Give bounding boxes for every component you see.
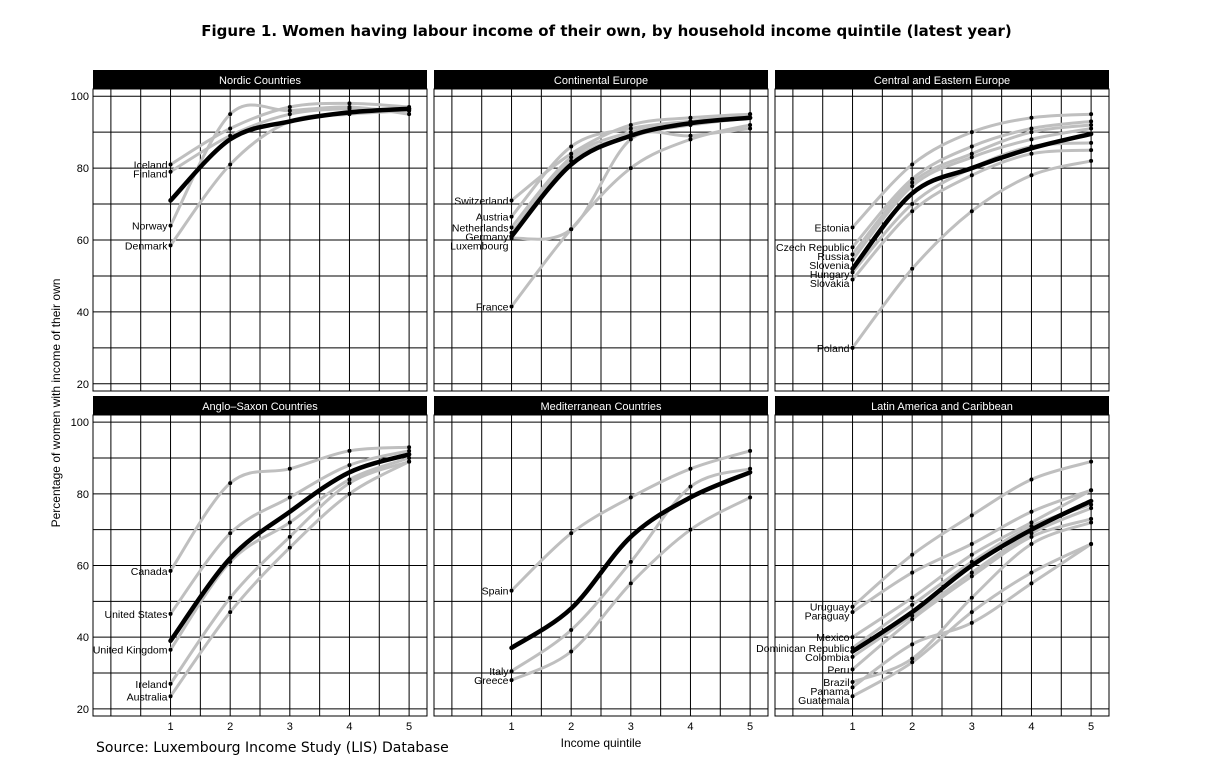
- data-point: [169, 612, 173, 616]
- country-label-finland: Finland: [133, 168, 168, 181]
- country-label-poland: Poland: [816, 342, 850, 355]
- data-point: [688, 467, 692, 471]
- country-label-denmark: Denmark: [124, 240, 168, 253]
- data-point: [851, 610, 855, 614]
- y-tick-label: 20: [76, 703, 89, 716]
- country-label-brazil: Brazil: [823, 676, 850, 689]
- panel-title: Anglo–Saxon Countries: [202, 401, 318, 413]
- data-point: [407, 460, 411, 464]
- x-tick-label: 4: [687, 721, 694, 733]
- data-point: [228, 163, 232, 167]
- data-point: [569, 628, 573, 632]
- data-point: [169, 682, 173, 686]
- data-point: [1089, 119, 1093, 123]
- x-tick-label: 4: [1028, 721, 1035, 733]
- country-label-czech-republic: Czech Republic: [775, 242, 850, 255]
- x-tick-label: 3: [968, 721, 975, 733]
- y-tick-label: 20: [76, 378, 89, 391]
- data-point: [1089, 517, 1093, 521]
- panel-continental-europe: [434, 70, 768, 391]
- data-point: [288, 105, 292, 109]
- x-tick-label: 5: [406, 721, 413, 733]
- data-point: [970, 610, 974, 614]
- data-point: [970, 621, 974, 625]
- data-point: [688, 485, 692, 489]
- data-point: [288, 535, 292, 539]
- x-tick-label: 5: [747, 721, 754, 733]
- data-point: [970, 513, 974, 517]
- country-label-estonia: Estonia: [814, 222, 850, 235]
- country-label-austria: Austria: [475, 211, 509, 224]
- x-axis-title: Income quintile: [560, 736, 642, 750]
- data-point: [970, 542, 974, 546]
- data-point: [1029, 127, 1033, 131]
- data-point: [569, 531, 573, 535]
- data-point: [970, 596, 974, 600]
- panel-title: Nordic Countries: [219, 75, 301, 87]
- panel-title: Continental Europe: [553, 75, 649, 87]
- data-point: [851, 694, 855, 698]
- data-point: [748, 449, 752, 453]
- x-tick-label: 3: [286, 721, 293, 733]
- country-label-united-states: United States: [104, 608, 168, 621]
- data-point: [288, 546, 292, 550]
- y-tick-label: 80: [76, 163, 89, 176]
- x-tick-label: 2: [568, 721, 575, 733]
- data-point: [510, 215, 514, 219]
- data-point: [347, 481, 351, 485]
- country-label-greece: Greece: [474, 675, 509, 688]
- data-point: [510, 225, 514, 229]
- data-point: [910, 209, 914, 213]
- data-point: [629, 166, 633, 170]
- x-tick-label: 2: [909, 721, 916, 733]
- data-point: [510, 669, 514, 673]
- data-point: [407, 445, 411, 449]
- data-point: [169, 243, 173, 247]
- country-label-france: France: [475, 301, 509, 314]
- data-point: [970, 152, 974, 156]
- data-point: [910, 603, 914, 607]
- data-point: [851, 346, 855, 350]
- data-point: [629, 123, 633, 127]
- data-point: [1089, 460, 1093, 464]
- data-point: [1089, 521, 1093, 525]
- data-point: [1089, 488, 1093, 492]
- data-point: [910, 642, 914, 646]
- country-label-uruguay: Uruguay: [809, 601, 850, 614]
- data-point: [1029, 521, 1033, 525]
- panel-nordic-countries: [71, 70, 427, 391]
- data-point: [1089, 112, 1093, 116]
- data-point: [748, 123, 752, 127]
- data-point: [851, 635, 855, 639]
- data-point: [347, 105, 351, 109]
- data-point: [688, 116, 692, 120]
- country-label-peru: Peru: [827, 664, 850, 677]
- x-tick-label: 1: [167, 721, 174, 733]
- data-point: [629, 581, 633, 585]
- data-point: [970, 571, 974, 575]
- data-point: [228, 112, 232, 116]
- data-point: [1089, 159, 1093, 163]
- data-point: [1029, 116, 1033, 120]
- country-label-norway: Norway: [131, 220, 168, 233]
- data-point: [851, 252, 855, 256]
- data-point: [347, 492, 351, 496]
- data-point: [407, 112, 411, 116]
- data-point: [288, 467, 292, 471]
- data-point: [347, 101, 351, 105]
- data-point: [169, 170, 173, 174]
- data-point: [1029, 542, 1033, 546]
- data-point: [1029, 137, 1033, 141]
- data-point: [970, 130, 974, 134]
- panel-title: Mediterranean Countries: [540, 401, 662, 413]
- country-label-ireland: Ireland: [135, 678, 168, 691]
- panel-title: Central and Eastern Europe: [873, 75, 1011, 87]
- data-point: [910, 180, 914, 184]
- country-label-dominican-republic: Dominican Republic: [756, 642, 850, 655]
- data-point: [569, 155, 573, 159]
- panels-layer: [71, 70, 1109, 733]
- panel-title: Latin America and Caribbean: [871, 401, 1013, 413]
- data-point: [569, 152, 573, 156]
- panel-latin-america-and-caribbean: [756, 396, 1109, 733]
- data-point: [228, 596, 232, 600]
- data-point: [228, 127, 232, 131]
- data-point: [910, 267, 914, 271]
- x-tick-label: 5: [1088, 721, 1095, 733]
- data-point: [347, 478, 351, 482]
- country-label-australia: Australia: [126, 691, 168, 704]
- data-point: [910, 617, 914, 621]
- x-tick-label: 3: [627, 721, 634, 733]
- country-label-panama: Panama: [810, 685, 850, 698]
- data-point: [1089, 542, 1093, 546]
- country-label-italy: Italy: [489, 666, 509, 679]
- data-point: [748, 495, 752, 499]
- country-label-iceland: Iceland: [133, 159, 168, 172]
- data-point: [1089, 506, 1093, 510]
- data-point: [288, 109, 292, 113]
- country-label-russia: Russia: [817, 251, 850, 264]
- data-point: [910, 571, 914, 575]
- data-point: [970, 209, 974, 213]
- y-tick-label: 100: [70, 91, 89, 104]
- country-label-netherlands: Netherlands: [451, 222, 509, 235]
- data-point: [510, 678, 514, 682]
- data-point: [851, 225, 855, 229]
- country-label-germany: Germany: [465, 231, 509, 244]
- data-point: [851, 667, 855, 671]
- data-point: [1029, 510, 1033, 514]
- country-label-paraguay: Paraguay: [804, 610, 850, 623]
- data-point: [629, 127, 633, 131]
- data-point: [910, 660, 914, 664]
- data-point: [851, 278, 855, 282]
- country-label-colombia: Colombia: [805, 651, 850, 664]
- data-point: [910, 163, 914, 167]
- data-point: [851, 655, 855, 659]
- data-point: [1089, 141, 1093, 145]
- data-point: [169, 694, 173, 698]
- data-point: [169, 224, 173, 228]
- figure-title: Figure 1. Women having labour income of their own, by household income quintile (latest year): [201, 22, 1012, 40]
- panel-anglo-saxon-countries: [71, 396, 427, 733]
- data-point: [851, 258, 855, 262]
- data-point: [851, 685, 855, 689]
- data-point: [910, 657, 914, 661]
- country-label-guatemala: Guatemala: [798, 694, 850, 707]
- y-tick-label: 60: [76, 560, 89, 573]
- x-tick-label: 1: [849, 721, 856, 733]
- data-point: [510, 305, 514, 309]
- x-tick-label: 4: [346, 721, 353, 733]
- data-point: [288, 112, 292, 116]
- source-note: Source: Luxembourg Income Study (LIS) Database: [96, 740, 449, 756]
- data-point: [569, 145, 573, 149]
- data-point: [910, 177, 914, 181]
- data-point: [288, 495, 292, 499]
- y-tick-label: 60: [76, 235, 89, 247]
- data-point: [851, 680, 855, 684]
- data-point: [1029, 571, 1033, 575]
- panel-mediterranean-countries: [434, 396, 768, 733]
- data-point: [688, 137, 692, 141]
- data-point: [1029, 173, 1033, 177]
- x-tick-label: 2: [227, 721, 234, 733]
- y-axis-title: Percentage of women with income of their own: [49, 278, 63, 528]
- data-point: [970, 145, 974, 149]
- country-label-spain: Spain: [481, 585, 509, 598]
- data-point: [970, 173, 974, 177]
- data-point: [1029, 152, 1033, 156]
- data-point: [910, 202, 914, 206]
- y-tick-label: 80: [76, 488, 89, 501]
- data-point: [1029, 130, 1033, 134]
- country-label-united-kingdom: United Kingdom: [92, 644, 168, 657]
- data-point: [970, 574, 974, 578]
- country-label-switzerland: Switzerland: [454, 195, 509, 208]
- data-point: [228, 481, 232, 485]
- data-point: [228, 531, 232, 535]
- country-label-canada: Canada: [130, 565, 168, 578]
- country-label-luxembourg: Luxembourg: [450, 240, 509, 253]
- data-point: [910, 553, 914, 557]
- data-point: [228, 610, 232, 614]
- data-point: [510, 198, 514, 202]
- y-tick-label: 100: [70, 417, 89, 430]
- data-point: [688, 528, 692, 532]
- y-tick-label: 40: [76, 306, 89, 319]
- data-point: [851, 245, 855, 249]
- data-point: [1089, 127, 1093, 131]
- data-point: [1089, 148, 1093, 152]
- data-point: [288, 521, 292, 525]
- data-point: [347, 449, 351, 453]
- y-tick-label: 40: [76, 632, 89, 645]
- x-tick-label: 1: [508, 721, 515, 733]
- panel-central-and-eastern-europe: [775, 70, 1109, 391]
- data-point: [970, 155, 974, 159]
- data-point: [688, 134, 692, 138]
- country-label-slovakia: Slovakia: [809, 278, 850, 291]
- data-point: [169, 163, 173, 167]
- data-point: [629, 495, 633, 499]
- data-point: [569, 227, 573, 231]
- data-point: [1029, 581, 1033, 585]
- data-point: [748, 127, 752, 131]
- data-point: [169, 648, 173, 652]
- data-point: [1089, 123, 1093, 127]
- data-point: [629, 560, 633, 564]
- data-point: [910, 596, 914, 600]
- country-label-mexico: Mexico: [816, 632, 850, 645]
- data-point: [347, 463, 351, 467]
- data-point: [169, 569, 173, 573]
- data-point: [1029, 535, 1033, 539]
- data-point: [910, 184, 914, 188]
- country-label-hungary: Hungary: [809, 269, 850, 282]
- data-point: [569, 650, 573, 654]
- data-point: [851, 605, 855, 609]
- country-label-slovenia: Slovenia: [809, 260, 850, 273]
- data-point: [970, 553, 974, 557]
- data-point: [1029, 478, 1033, 482]
- data-point: [510, 589, 514, 593]
